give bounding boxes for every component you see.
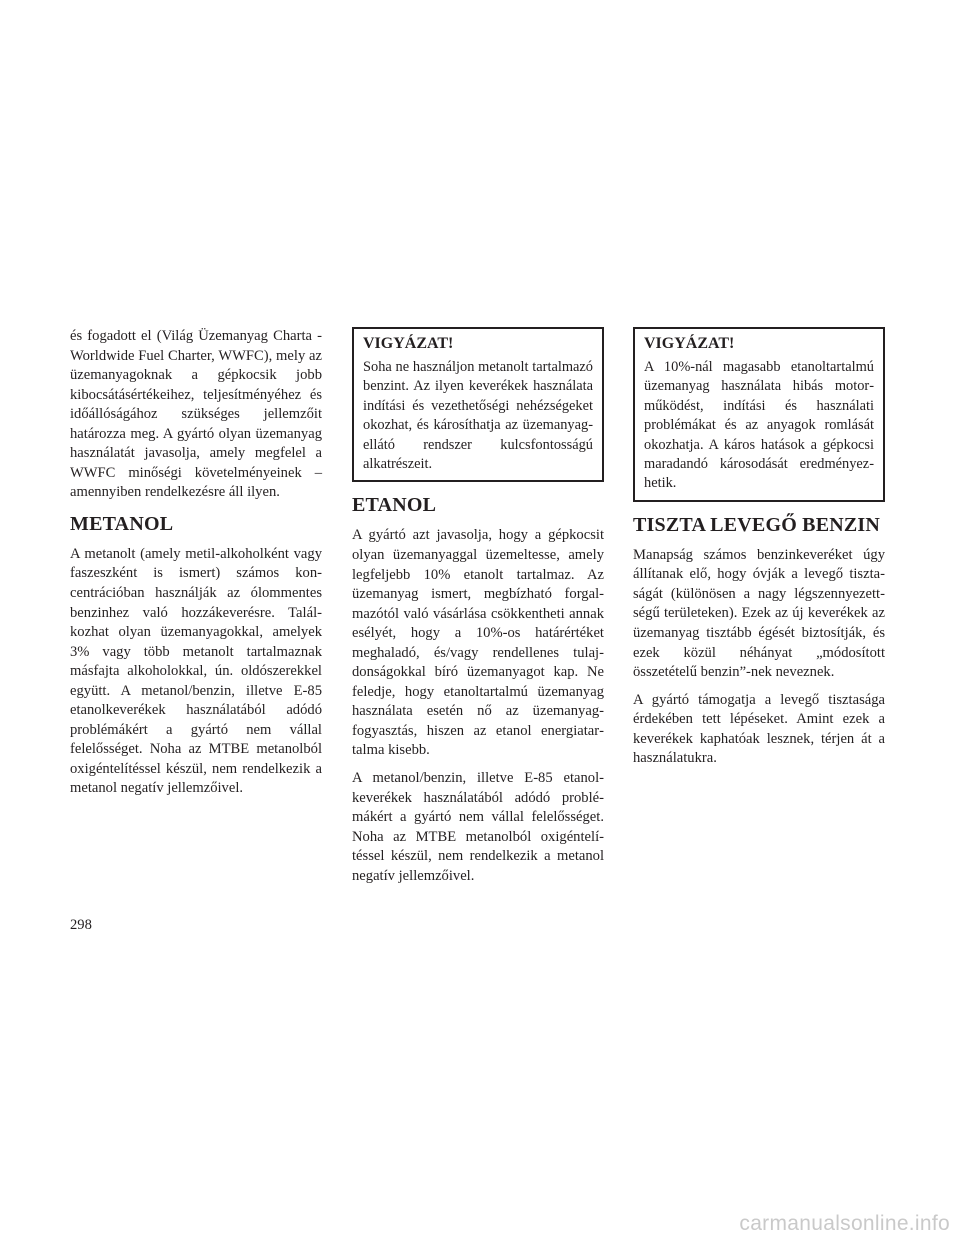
page-number: 298	[70, 917, 92, 933]
clean-air-paragraph-1: Manapság számos benzinkeveréket úgy állítanak elő, hogy óvják a levegő tisztaságát (különösen a nagy légszennyezettségű területeken). Ezek az új keverékek az üzemanyag tisztább égését biztosítják, és ezek közül néhányat „módosított összetételű benzin”-nek neveznek.	[633, 546, 885, 681]
warning-text: A 10%-nál magasabb etanoltartalmú üzemanyag használata hibás motorműködést, indítási és használati problémákat és az anyagok romlását okozhatja. A káros hatások a gépkocsi maradandó károsodását eredményezhetik.	[644, 359, 874, 492]
warning-box-metanol	[352, 327, 604, 482]
metanol-paragraph: A metanolt (amely metil-alkoholként vagy faszeszként is ismert) számos koncentrációban használják az ólommentes benzinhez való hozzákeverésre. Találkozhat olyan üzemanyagokkal, amelyek 3% vagy több metanolt tartalmaznak másfajta alkoholokkal, ún. oldószerekkel együtt. A metanol/benzin, illetve E-85 etanolkeverékek használatából adódó problémákért a gyártó nem vállal felelősséget. Noha az MTBE metanolból oxigéntelítéssel készül, nem rendelkezik a metanol negatív jellemzőivel.	[70, 545, 322, 797]
warning-title: VIGYÁZAT!	[644, 335, 735, 352]
column-right	[633, 327, 885, 777]
column-left	[70, 327, 322, 807]
warning-title: VIGYÁZAT!	[363, 335, 454, 352]
watermark: carmanualsonline.info	[739, 1212, 950, 1235]
clean-air-paragraph-2: A gyártó támogatja a levegő tisztasága érdekében tett lépéseket. Amint ezek a keverékek kaphatóak lesznek, térjen át a használatukra.	[633, 691, 885, 767]
warning-box-etanol	[633, 327, 885, 502]
section-heading-metanol: METANOL	[70, 512, 174, 535]
warning-text: Soha ne használjon metanolt tartalmazó benzint. Az ilyen keverékek használata indítási és vezethetőségi nehézségeket okozhat, és károsíthatja az üzemanyag-ellátó rendszer kulcsfontosságú alkatrészeit.	[363, 359, 593, 473]
section-heading-etanol: ETANOL	[352, 494, 437, 517]
column-middle	[352, 327, 604, 894]
etanol-paragraph-1: A gyártó azt javasolja, hogy a gépkocsit olyan üzemanyaggal üzemeltesse, amely legfeljebb 10% etanolt tartalmaz. Az üzemanyag ismert, megbízható forgalmazótól való vásárlása csökkentheti annak esélyét, hogy a 10%-os határértéket meghaladó, és/vagy rendellenes tulajdonságokkal bíró üzemanyagot kap. Ne feledje, hogy etanoltartalmú üzemanyag használata esetén nő az üzemanyagfogyasztás, hiszen az etanol energiatartalma kisebb.	[352, 527, 604, 759]
intro-paragraph: és fogadott el (Világ Üzemanyag Charta - Worldwide Fuel Charter, WWFC), mely az üzemanyagoknak a gépkocsik jobb kibocsátásértékeihez, teljesítményéhez és időállóságához szükséges jellemzőit határozza meg. A gyártó olyan üzemanyag használatát javasolja, amely megfelel a WWFC minőségi követelményeinek – amennyiben rendelkezésre áll ilyen.	[70, 328, 322, 501]
section-heading-tiszta-levego-benzin: TISZTA LEVEGŐ BENZIN	[633, 513, 881, 536]
etanol-paragraph-2: A metanol/benzin, illetve E-85 etanolkeverékek használatából adódó problémákért a gyártó nem vállal felelősséget. Noha az MTBE metanolból oxigéntelítéssel készül, nem rendelkezik a metanol negatív jellemzőivel.	[352, 770, 604, 884]
